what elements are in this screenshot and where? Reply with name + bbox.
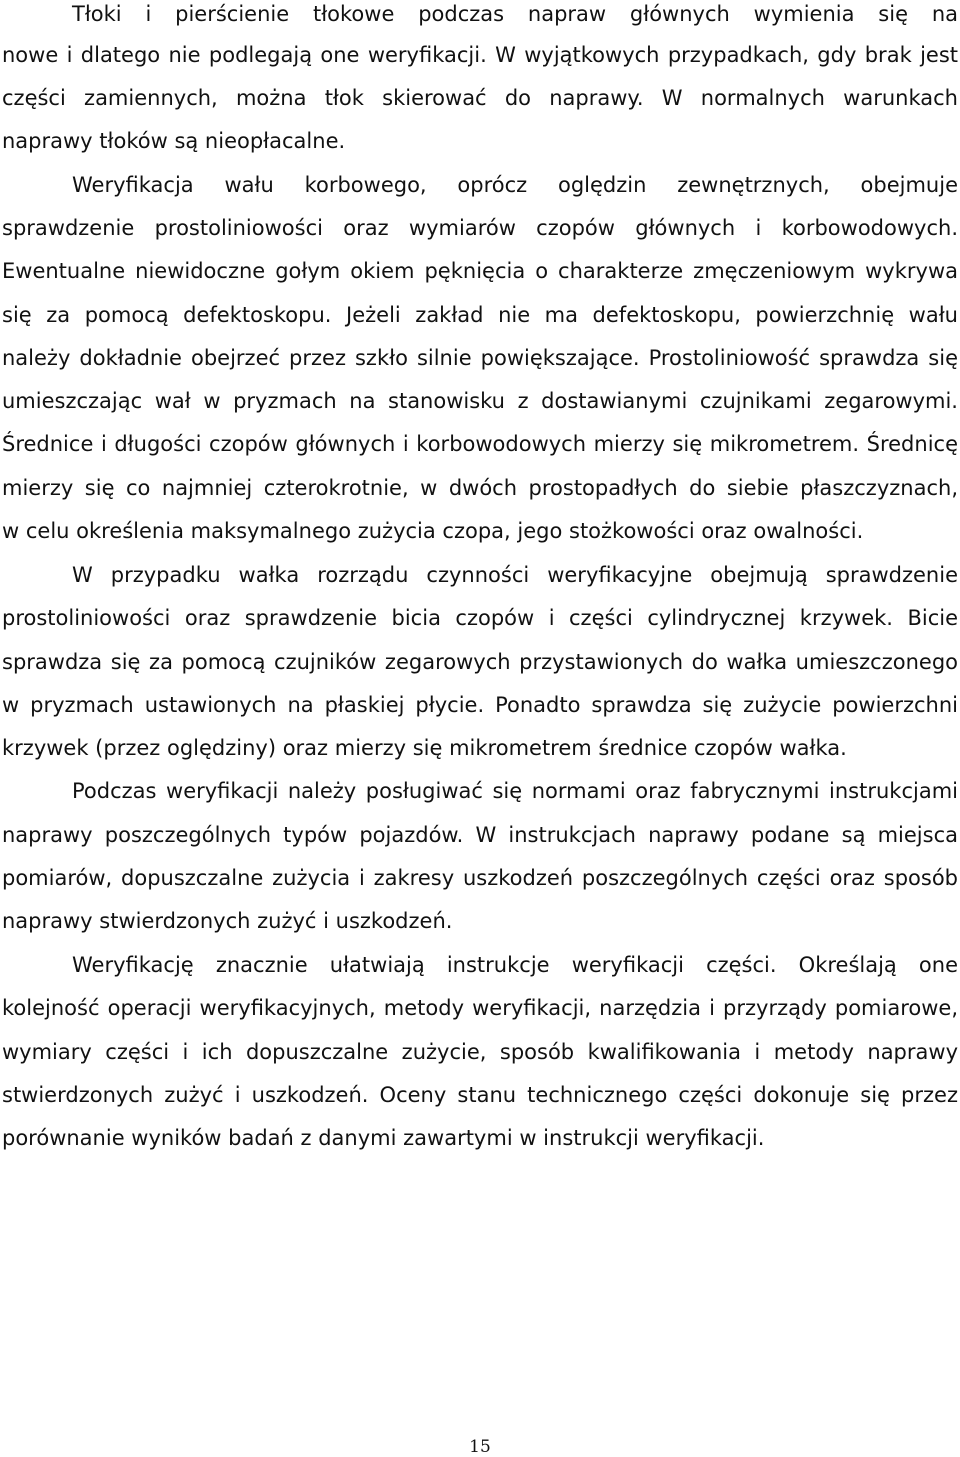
text-line: Tłoki i pierścienie tłokowe podczas napraw głównych wymienia się na — [72, 2, 958, 26]
text-line: Weryfikacja wału korbowego, oprócz oględzin zewnętrznych, obejmuje — [72, 173, 958, 197]
text-line: porównanie wyników badań z danymi zawartymi w instrukcji weryfikacji. — [2, 1126, 765, 1150]
text-line: krzywek (przez oględziny) oraz mierzy się mikrometrem średnice czopów wałka. — [2, 736, 847, 760]
text-line: naprawy stwierdzonych zużyć i uszkodzeń. — [2, 909, 453, 933]
text-line: naprawy tłoków są nieopłacalne. — [2, 129, 346, 153]
text-line: Podczas weryfikacji należy posługiwać się normami oraz fabrycznymi instrukcjami — [72, 779, 958, 803]
page-number: 15 — [469, 1437, 491, 1457]
text-line: stwierdzonych zużyć i uszkodzeń. Oceny stanu technicznego części dokonuje się przez — [2, 1083, 958, 1107]
text-line: prostoliniowości oraz sprawdzenie bicia czopów i części cylindrycznej krzywek. Bicie — [2, 606, 958, 630]
text-line: Weryfikację znacznie ułatwiają instrukcje weryfikacji części. Określają one — [72, 953, 958, 977]
text-line: części zamiennych, można tłok skierować do naprawy. W normalnych warunkach — [2, 86, 958, 110]
text-line: w pryzmach ustawionych na płaskiej płycie. Ponadto sprawdza się zużycie powierzchni — [2, 693, 958, 717]
text-line: sprawdza się za pomocą czujników zegarowych przystawionych do wałka umieszczonego — [2, 650, 958, 674]
text-line: umieszczając wał w pryzmach na stanowisku z dostawianymi czujnikami zegarowymi. — [2, 389, 958, 413]
text-line: mierzy się co najmniej czterokrotnie, w dwóch prostopadłych do siebie płaszczyznach, — [2, 476, 958, 500]
text-line: wymiary części i ich dopuszczalne zużycie, sposób kwalifikowania i metody naprawy — [2, 1040, 958, 1064]
text-line: się za pomocą defektoskopu. Jeżeli zakład nie ma defektoskopu, powierzchnię wału — [2, 303, 958, 327]
text-line: pomiarów, dopuszczalne zużycia i zakresy uszkodzeń poszczególnych części oraz sposób — [2, 866, 958, 890]
text-line: W przypadku wałka rozrządu czynności weryfikacyjne obejmują sprawdzenie — [72, 563, 958, 587]
text-line: Ewentualne niewidoczne gołym okiem pęknięcia o charakterze zmęczeniowym wykrywa — [2, 259, 958, 283]
text-line: kolejność operacji weryfikacyjnych, metody weryfikacji, narzędzia i przyrządy pomiarowe, — [2, 996, 958, 1020]
text-line: nowe i dlatego nie podlegają one weryfikacji. W wyjątkowych przypadkach, gdy brak jest — [2, 43, 958, 67]
text-line: Średnice i długości czopów głównych i korbowodowych mierzy się mikrometrem. Średnicę — [2, 432, 958, 456]
text-line: należy dokładnie obejrzeć przez szkło silnie powiększające. Prostoliniowość sprawdza się — [2, 346, 958, 370]
text-line: w celu określenia maksymalnego zużycia czopa, jego stożkowości oraz owalności. — [2, 519, 864, 543]
text-line: naprawy poszczególnych typów pojazdów. W instrukcjach naprawy podane są miejsca — [2, 823, 958, 847]
text-line: sprawdzenie prostoliniowości oraz wymiarów czopów głównych i korbowodowych. — [2, 216, 958, 240]
